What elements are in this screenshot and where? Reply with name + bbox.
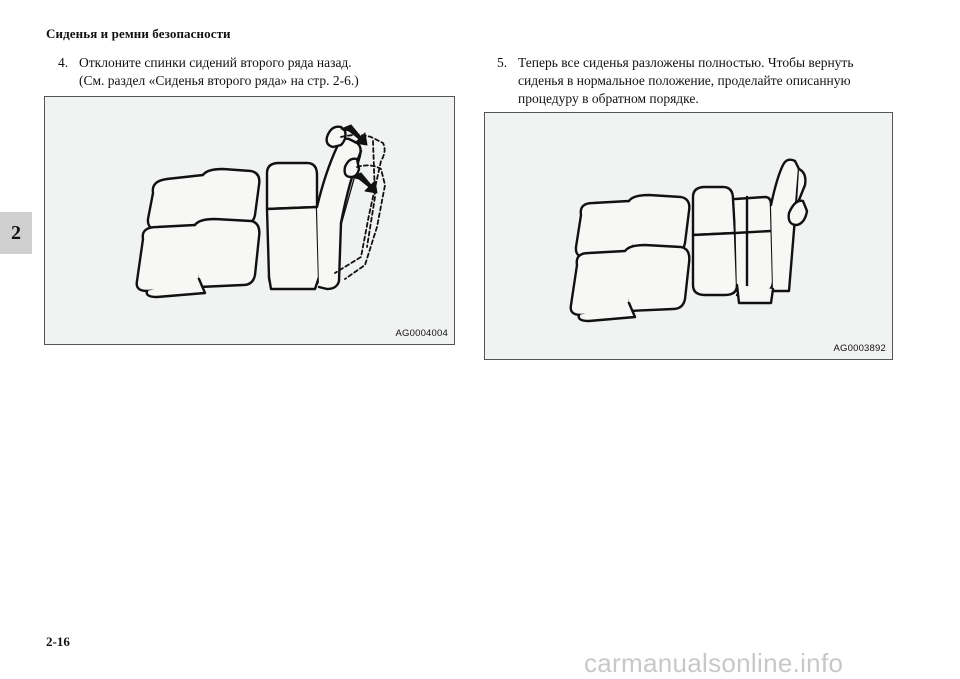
page-number: 2-16	[46, 634, 70, 649]
step-5-text: Теперь все сиденья разложены полностью. Чтобы вернуть сиденья в нормальное положение, проделайте описанную процедуру в обратном порядке.	[518, 55, 854, 106]
watermark: carmanualsonline.info	[584, 648, 844, 678]
step-4-number: 4.	[58, 55, 69, 70]
chapter-number: 2	[11, 221, 21, 244]
step-5	[497, 54, 897, 108]
figure-seats-flat	[484, 112, 893, 360]
step-4	[58, 54, 458, 90]
figure-seats-reclining	[44, 96, 455, 345]
figure-code-left: AG0004004	[395, 328, 448, 339]
step-5-number: 5.	[497, 55, 508, 70]
seat-illustration-reclining	[45, 97, 456, 346]
figure-code-right: AG0003892	[833, 343, 886, 354]
step-4-text: Отклоните спинки сидений второго ряда назад. (См. раздел «Сиденья второго ряда» на стр. 2-6.)	[79, 55, 359, 88]
chapter-tab	[0, 212, 32, 254]
seat-illustration-flat	[485, 113, 894, 361]
running-header: Сиденья и ремни безопасности	[46, 26, 231, 41]
